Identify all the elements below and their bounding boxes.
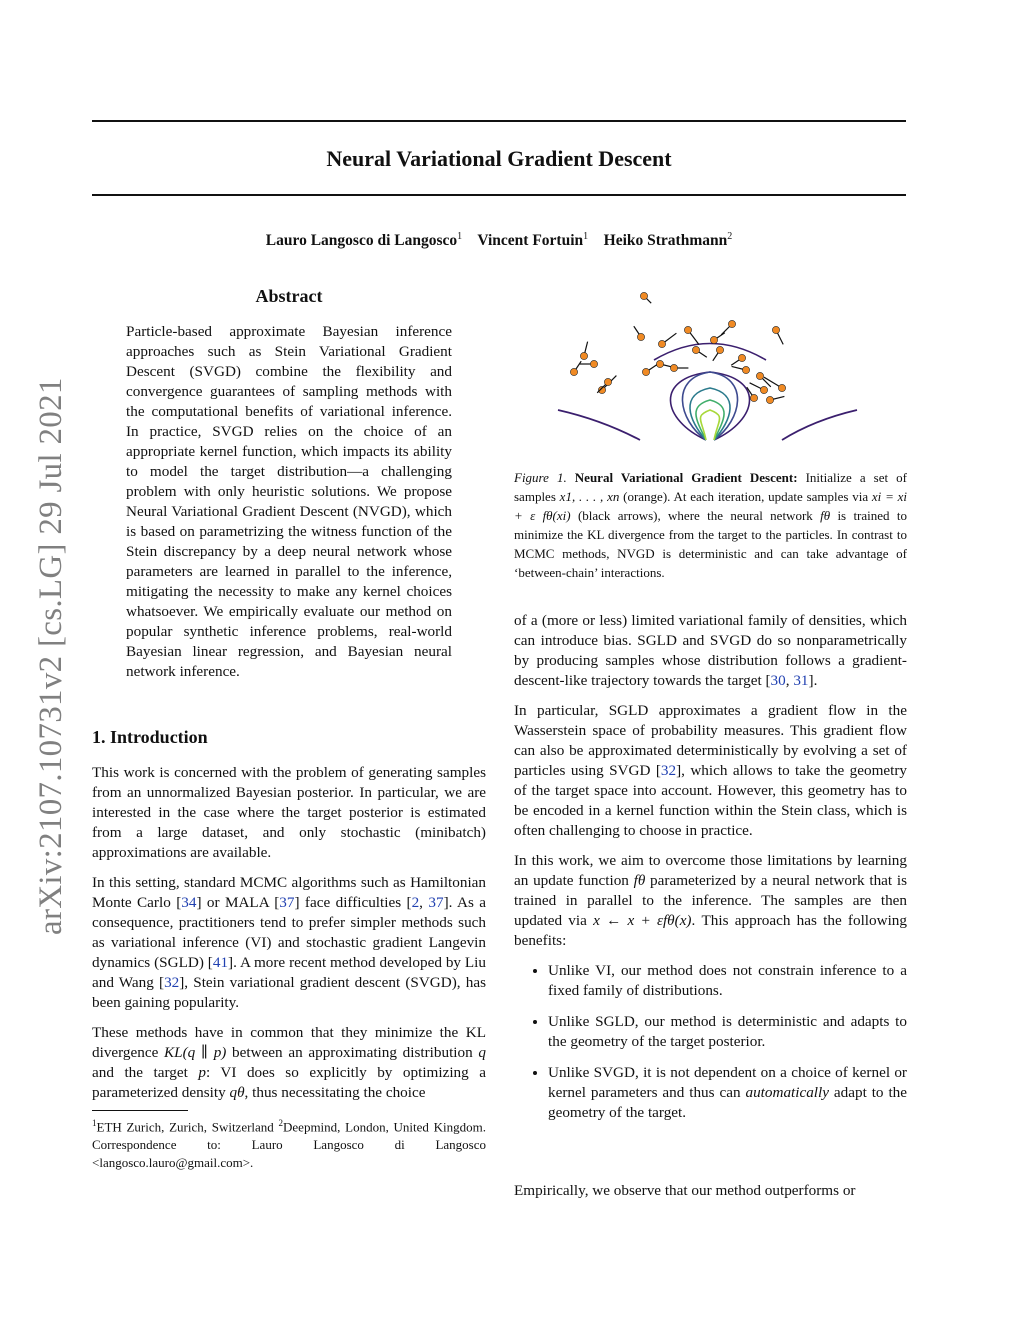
abstract-heading: Abstract <box>255 286 323 306</box>
particle-dot <box>710 336 717 343</box>
particle-dot <box>728 320 735 327</box>
citation-link[interactable]: 37 <box>428 894 444 911</box>
density-contour <box>654 344 766 361</box>
paragraph: In this setting, standard MCMC algorithms such as Hamiltonian Monte Carlo [34] or MALA [37] face difficulties [2, 37]. As a consequence, practitioners tend to prefer simpler methods such as variational inference (VI) and stochastic gradient Langevin dynamics (SGLD) [41]. A more recent method developed by Liu and Wang [32], Stein variational gradient descent (SVGD), has been gaining popularity. <box>92 874 486 1011</box>
paragraph: Empirically, we observe that our method outperforms or <box>514 1182 856 1199</box>
benefits-list <box>514 961 907 1123</box>
list-item: • Unlike VI, our method does not constrain inference to a fixed family of distributions. <box>548 961 907 1001</box>
particle-dot <box>658 340 665 347</box>
abstract-text: Particle-based approximate Bayesian inference approaches such as Stein Variational Gradient Descent (SVGD) combine the flexibility and convergence guarantees of sampling methods with the computational benefits of variational inference. In practice, SVGD relies on the choice of an appropriate kernel function, which impacts its ability to model the target distribution—a challenging problem with only heuristic solutions. We propose Neural Variational Gradient Descent (NVGD), which is based on parametrizing the witness function of the Stein discrepancy by a deep neural network whose parameters are learned in parallel to the inference, mitigating the necessity to make any kernel choices whatsoever. We empirically evaluate our method on popular synthetic inference problems, real-world Bayesian linear regression, and Bayesian neural network inference. <box>126 323 452 680</box>
particle-dot <box>684 326 691 333</box>
target-boundary-curve <box>558 410 640 440</box>
particle-dot <box>742 366 749 373</box>
math-inline: KL(q ∥ p) <box>164 1044 227 1061</box>
author-name: Vincent Fortuin <box>477 232 584 250</box>
footnote-rule <box>92 1110 188 1111</box>
math-inline: x1, . . . , xn <box>559 489 620 504</box>
target-boundary-curve <box>782 410 857 440</box>
arxiv-stamp: arXiv:2107.10731v2 [cs.LG] 29 Jul 2021 <box>33 377 69 935</box>
citation-link[interactable]: 41 <box>212 954 229 971</box>
particle-dot <box>766 396 773 403</box>
particle-dot <box>570 368 577 375</box>
math-inline: fθ <box>820 508 831 523</box>
math-inline: qθ <box>229 1084 245 1101</box>
particle-dot <box>692 346 699 353</box>
affiliation-mark: 1 <box>457 231 463 242</box>
citation-link[interactable]: 32 <box>660 762 677 779</box>
author-list <box>92 231 906 250</box>
paragraph: of a (more or less) limited variational family of densities, which can introduce bias. SGLD and SVGD do so nonparametrically by producing samples whose distribution follows a gradient-descent-like trajectory towards the target [30, 31]. <box>514 612 907 689</box>
particle-dot <box>637 333 644 340</box>
figure-title: Neural Variational Gradient Descent: <box>574 470 798 485</box>
citation-link[interactable]: 2 <box>411 894 420 911</box>
particle-dot <box>760 386 767 393</box>
paragraph: In this work, we aim to overcome those limitations by learning an update function fθ parameterized by a neural network that is trained in parallel to the inference. The samples are then updated via x ← x + εfθ(x). This approach has the following benefits: <box>514 852 908 949</box>
citation-link[interactable]: 37 <box>279 894 295 911</box>
left-column-body <box>92 763 486 1113</box>
particle-dot <box>604 378 611 385</box>
right-column-body <box>514 611 907 1134</box>
particle-dot <box>738 354 745 361</box>
top-rule <box>92 120 906 122</box>
particle-dot <box>670 364 677 371</box>
list-item: • Unlike SGLD, our method is deterministic and adapts to the geometry of the target posterior. <box>548 1012 907 1052</box>
title-rule <box>92 194 906 196</box>
figure-caption: Figure 1. Neural Variational Gradient Descent: Initialize a set of samples x1, . . . , xn (orange). At each iteration, update samples via xi = xi + ε fθ(xi) (black arrows), where the neural network fθ is trained to minimize the KL divergence from the target to the particles. In contrast to MCMC methods, NVGD is deterministic and can take advantage of ‘between-chain’ interactions. <box>514 470 908 580</box>
math-inline: xi = xi + ε fθ(xi) <box>514 489 907 523</box>
paragraph: This work is concerned with the problem of generating samples from an unnormalized Bayesian posterior. In particular, we are interested in the case where the target posterior is estimated from a large dataset, and only stochastic (minibatch) approximations are available. <box>92 764 486 861</box>
paragraph: These methods have in common that they minimize the KL divergence KL(q ∥ p) between an approximating distribution q and the target p: VI does so explicitly by optimizing a parameterized density qθ, thus necessitating the choice <box>92 1024 486 1101</box>
list-item: • Unlike SVGD, it is not dependent on a choice of kernel or kernel parameters and thus can automatically adapt to the geometry of the target. <box>548 1063 907 1123</box>
particle-dot <box>772 326 779 333</box>
figure-label: Figure 1. <box>514 470 567 485</box>
particle-dot <box>756 372 763 379</box>
citation-link[interactable]: 31 <box>793 672 809 689</box>
citation-link[interactable]: 32 <box>164 974 180 991</box>
particle-dot <box>580 352 587 359</box>
figure-1-illustration <box>514 282 907 464</box>
particle-dot <box>640 292 647 299</box>
particle-dot <box>642 368 649 375</box>
particle-dot <box>656 360 663 367</box>
paper-title: Neural Variational Gradient Descent <box>326 146 672 171</box>
citation-link[interactable]: 34 <box>181 894 197 911</box>
author-name: Heiko Strathmann <box>603 232 728 250</box>
paragraph: In particular, SGLD approximates a gradient flow in the Wasserstein space of probability measures. This gradient flow can also be approximated deterministically by evolving a set of particles using SVGD [32], which allows to take the geometry of the target space into account. However, this geometry has to be encoded in a kernel function within the Stein class, which is often challenging to choose in practice. <box>514 702 908 839</box>
particle-dot <box>778 384 785 391</box>
affiliation-mark: 1 <box>583 231 589 242</box>
author-name: Lauro Langosco di Langosco <box>265 232 458 250</box>
particle-dot <box>590 360 597 367</box>
particle-dot <box>716 346 723 353</box>
citation-link[interactable]: 30 <box>770 672 786 689</box>
math-inline: fθ <box>633 872 646 889</box>
particle-dot <box>750 394 757 401</box>
section-heading-introduction: 1. Introduction <box>92 727 208 747</box>
math-inline: x ← x + εfθ(x) <box>593 912 692 929</box>
footnote: $^1$ETH Zurich, Zurich, Switzerland $^2$Deepmind, London, United Kingdom. Correspondence to: Lauro Langosco di Langosco <langosco.lauro@gmail.com>. <box>92 1118 486 1171</box>
affiliation-mark: 2 <box>727 231 733 242</box>
math-inline: p <box>198 1064 206 1081</box>
math-inline: q <box>478 1044 486 1061</box>
